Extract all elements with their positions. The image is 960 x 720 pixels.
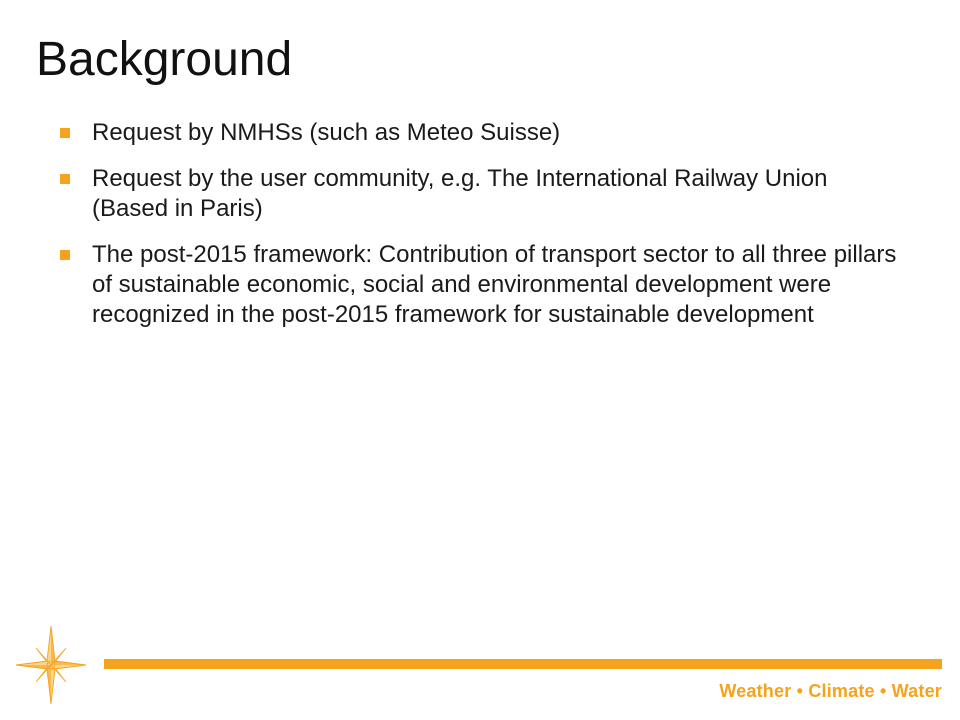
- compass-star-icon: [14, 624, 88, 706]
- square-bullet-icon: [60, 250, 70, 260]
- bullet-text: The post-2015 framework: Contribution of transport sector to all three pillars of sustainable economic, social and environmental development were recognized in the post-2015 framework for sustainable development: [92, 241, 897, 328]
- square-bullet-icon: [60, 174, 70, 184]
- bullet-list: [60, 118, 910, 346]
- bullet-text: Request by the user community, e.g. The International Railway Union (Based in Paris): [92, 165, 828, 222]
- bullet-item: [60, 118, 910, 148]
- slide-title: Background: [36, 33, 293, 86]
- footer-accent-bar: [104, 659, 942, 669]
- square-bullet-icon: [60, 128, 70, 138]
- bullet-text: Request by NMHSs (such as Meteo Suisse): [92, 119, 561, 146]
- bullet-item: [60, 240, 910, 330]
- bullet-item: [60, 164, 910, 224]
- footer-tagline: Weather • Climate • Water: [719, 681, 942, 701]
